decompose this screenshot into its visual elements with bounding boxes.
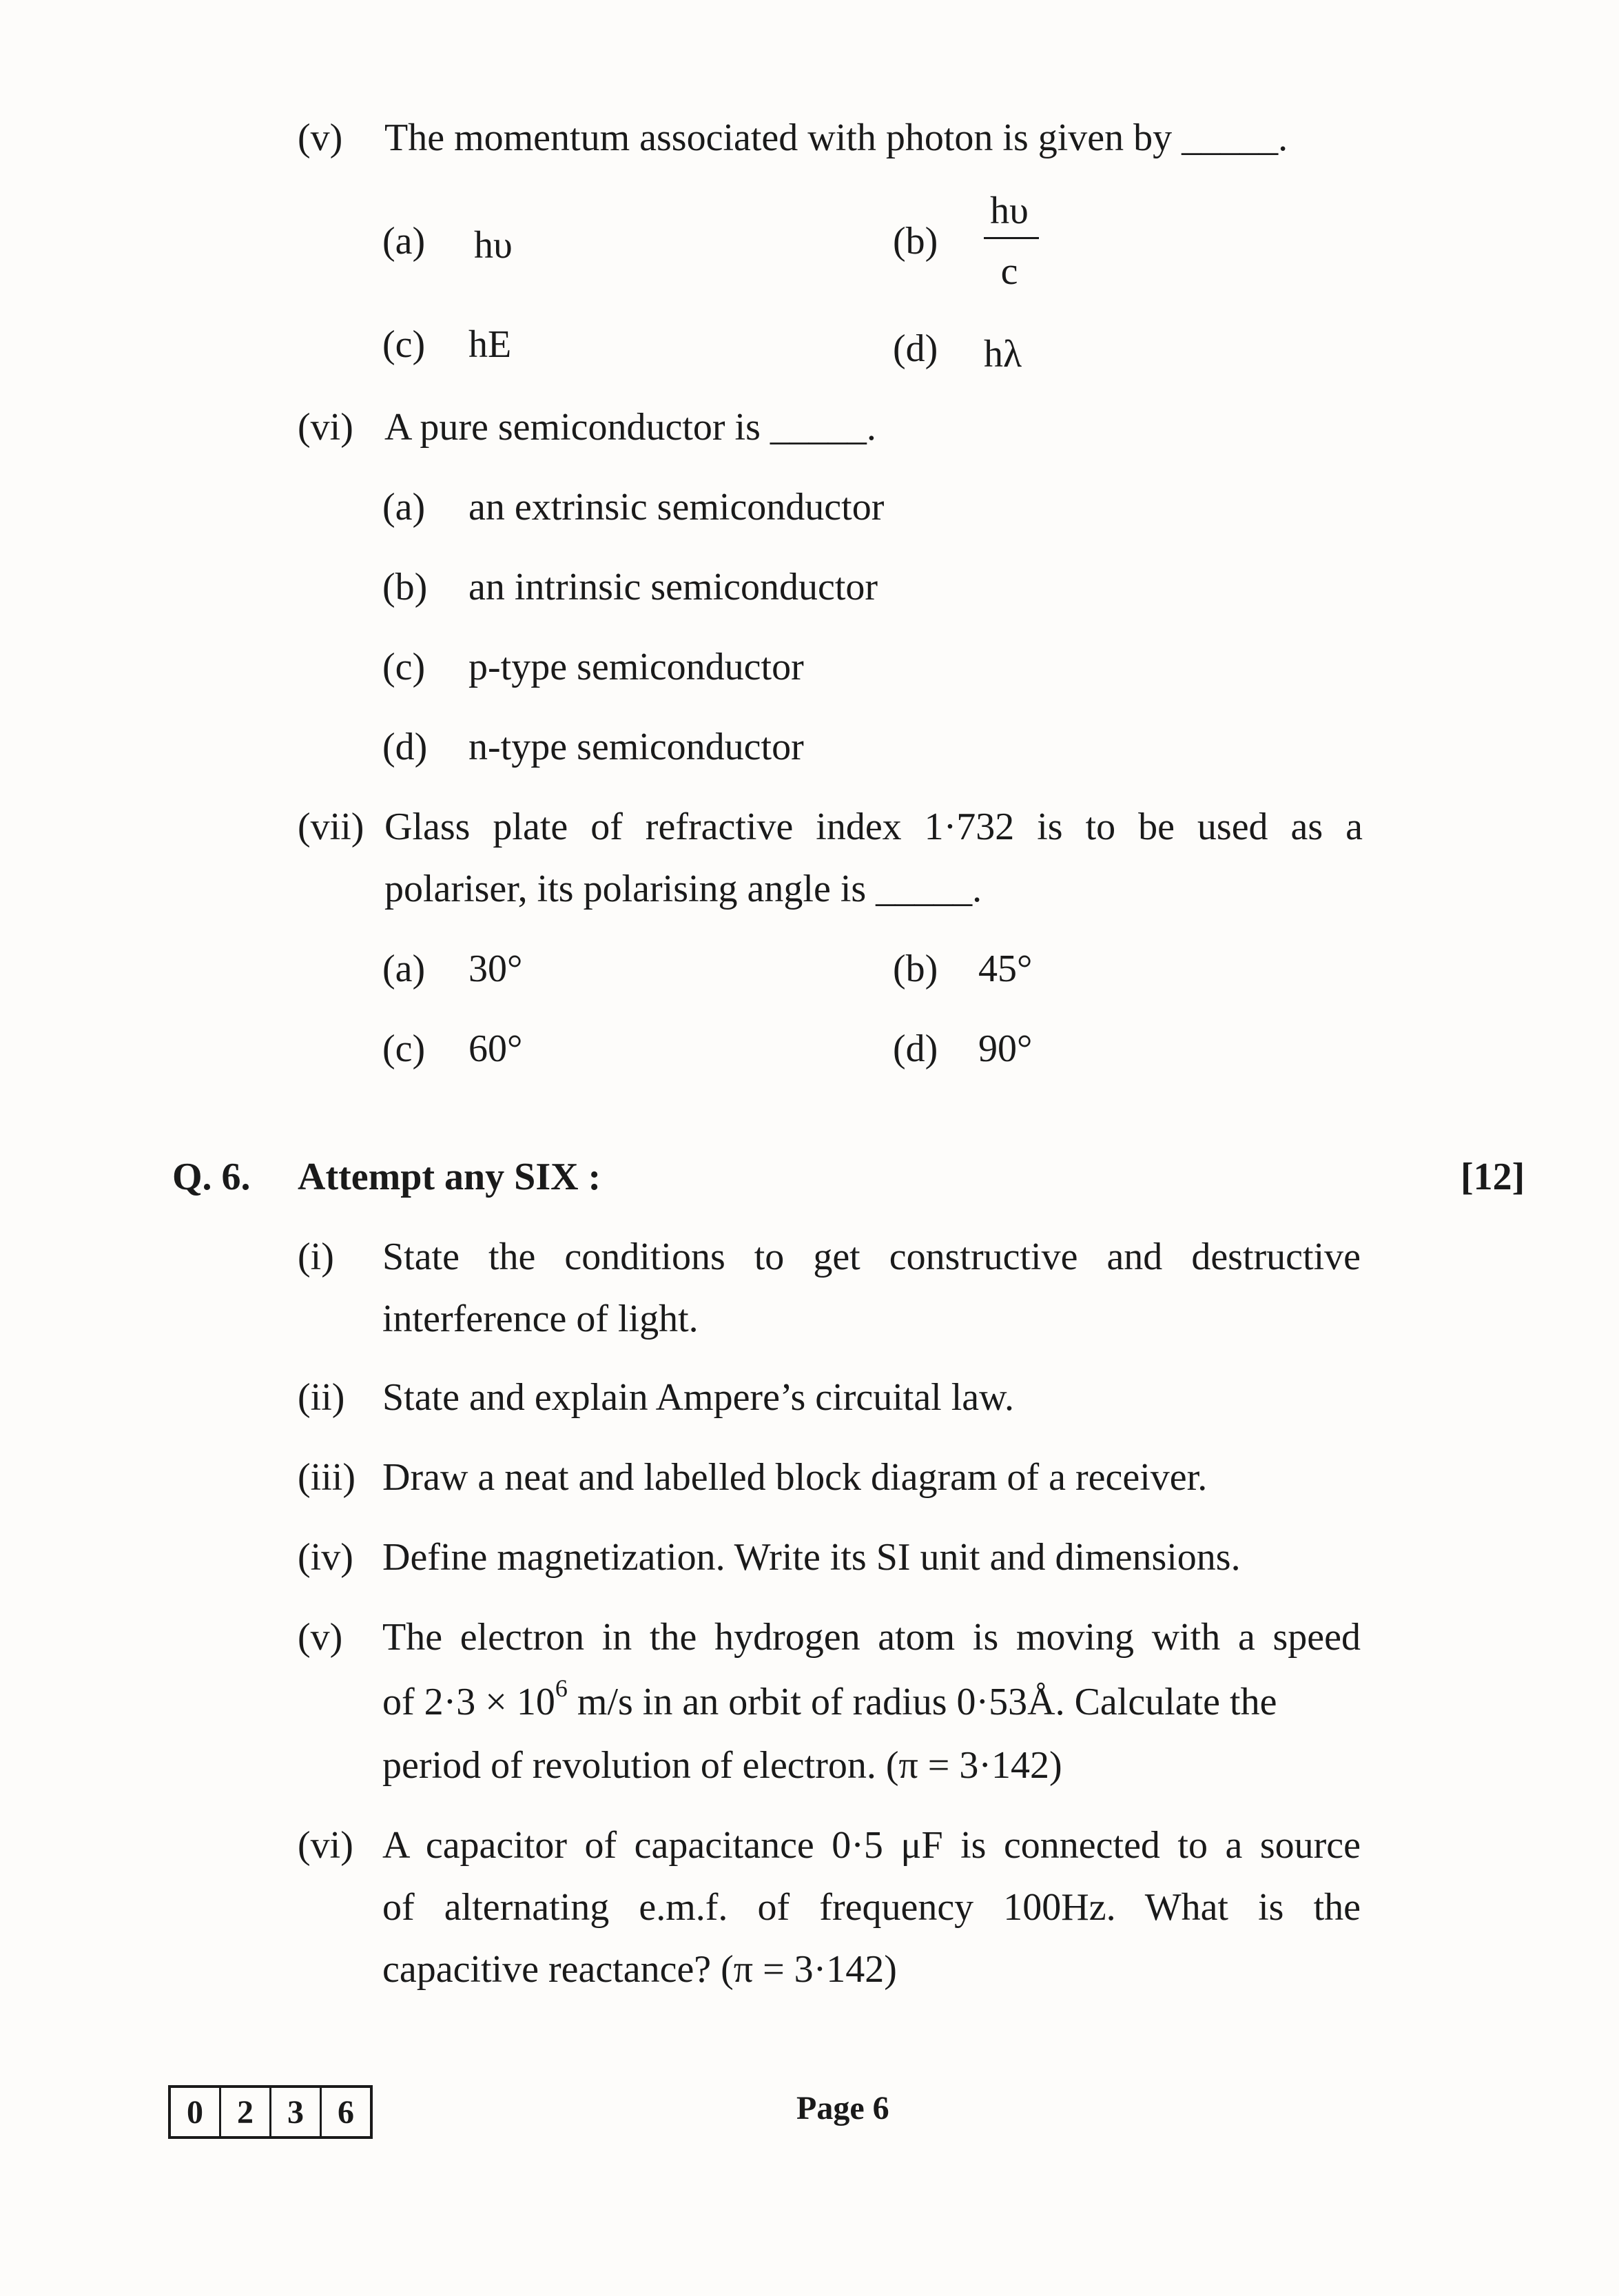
- q5-vii-line2: polariser, its polarising angle is _____.: [384, 868, 982, 910]
- q5-vi-option-d: n-type semiconductor: [468, 726, 804, 768]
- q5-vii-option-d: 90°: [978, 1027, 1033, 1070]
- paper-code-box: [168, 2085, 373, 2139]
- q6-marks: [12]: [1461, 1156, 1525, 1198]
- q5-v-option-d-label: (d): [893, 327, 938, 370]
- paper-code-digit: 3: [271, 2088, 322, 2136]
- q6-vi-line2: of alternating e.m.f. of frequency 100Hz. What is the: [382, 1886, 1361, 1929]
- q5-vi-text: A pure semiconductor is _____.: [384, 406, 876, 449]
- q5-v-option-a: hυ: [474, 224, 513, 267]
- q5-v-option-c: hE: [468, 323, 512, 366]
- q5-vi-number: (vi): [298, 406, 353, 449]
- q5-vii-option-b-label: (b): [893, 947, 938, 990]
- q5-vi-option-c-label: (c): [382, 646, 426, 688]
- q5-v-option-b-numerator: hυ: [990, 189, 1029, 232]
- q6-iii-text: Draw a neat and labelled block diagram of a receiver.: [382, 1456, 1208, 1499]
- q5-vii-option-c: 60°: [468, 1027, 523, 1070]
- q6-vi-line3: capacitive reactance? (π = 3·142): [382, 1948, 897, 1991]
- page-number: Page 6: [796, 2090, 889, 2126]
- q5-v-option-c-label: (c): [382, 323, 426, 366]
- q5-vi-option-b-label: (b): [382, 566, 428, 608]
- q6-iii-number: (iii): [298, 1456, 355, 1499]
- q6-iv-text: Define magnetization. Write its SI unit and dimensions.: [382, 1536, 1241, 1579]
- q6-v-line2: [382, 1674, 1277, 1723]
- fraction-bar: [984, 237, 1039, 239]
- q6-v-line2-pre: of 2·3 × 10: [382, 1681, 555, 1723]
- q5-vi-option-d-label: (d): [382, 726, 428, 768]
- q6-v-line1: The electron in the hydrogen atom is moving with a speed: [382, 1616, 1361, 1659]
- q5-v-option-a-label: (a): [382, 220, 426, 263]
- q5-vii-option-c-label: (c): [382, 1027, 426, 1070]
- q5-vii-line1: Glass plate of refractive index 1·732 is to be used as a: [384, 806, 1363, 848]
- q5-vii-option-b: 45°: [978, 947, 1033, 990]
- q6-vi-line1: A capacitor of capacitance 0·5 μF is connected to a source: [382, 1824, 1361, 1867]
- q6-v-line2-post: m/s in an orbit of radius 0·53Å. Calculate the: [567, 1681, 1277, 1723]
- q5-v-option-b-label: (b): [893, 220, 938, 263]
- q6-label: Q. 6.: [172, 1156, 251, 1198]
- q5-vi-option-b: an intrinsic semiconductor: [468, 566, 878, 608]
- q5-vi-option-a: an extrinsic semiconductor: [468, 486, 885, 529]
- q6-i-number: (i): [298, 1236, 334, 1278]
- q6-ii-text: State and explain Ampere’s circuital law.: [382, 1376, 1014, 1419]
- q5-vii-number: (vii): [298, 806, 364, 848]
- paper-code-digit: 2: [221, 2088, 271, 2136]
- q6-v-number: (v): [298, 1616, 343, 1659]
- q6-v-exponent: 6: [555, 1674, 568, 1702]
- q5-v-text: The momentum associated with photon is given by _____.: [384, 116, 1288, 159]
- q6-i-line2: interference of light.: [382, 1298, 699, 1340]
- q6-iv-number: (iv): [298, 1536, 353, 1579]
- q5-vi-option-c: p-type semiconductor: [468, 646, 804, 688]
- q5-v-option-d: hλ: [984, 333, 1022, 376]
- q6-i-line1: State the conditions to get constructive and destructive: [382, 1236, 1361, 1278]
- q6-ii-number: (ii): [298, 1376, 345, 1419]
- q5-vii-option-a: 30°: [468, 947, 523, 990]
- q5-vii-option-a-label: (a): [382, 947, 426, 990]
- paper-code-digit: 0: [171, 2088, 221, 2136]
- q5-vi-option-a-label: (a): [382, 486, 426, 529]
- q6-heading: Attempt any SIX :: [298, 1156, 601, 1198]
- q6-v-line3: period of revolution of electron. (π = 3·142): [382, 1744, 1062, 1787]
- q5-vii-option-d-label: (d): [893, 1027, 938, 1070]
- paper-code-digit: 6: [338, 2093, 354, 2131]
- q5-v-option-b-denominator: c: [1000, 250, 1018, 293]
- q5-v-number: (v): [298, 116, 343, 159]
- q6-vi-number: (vi): [298, 1824, 353, 1867]
